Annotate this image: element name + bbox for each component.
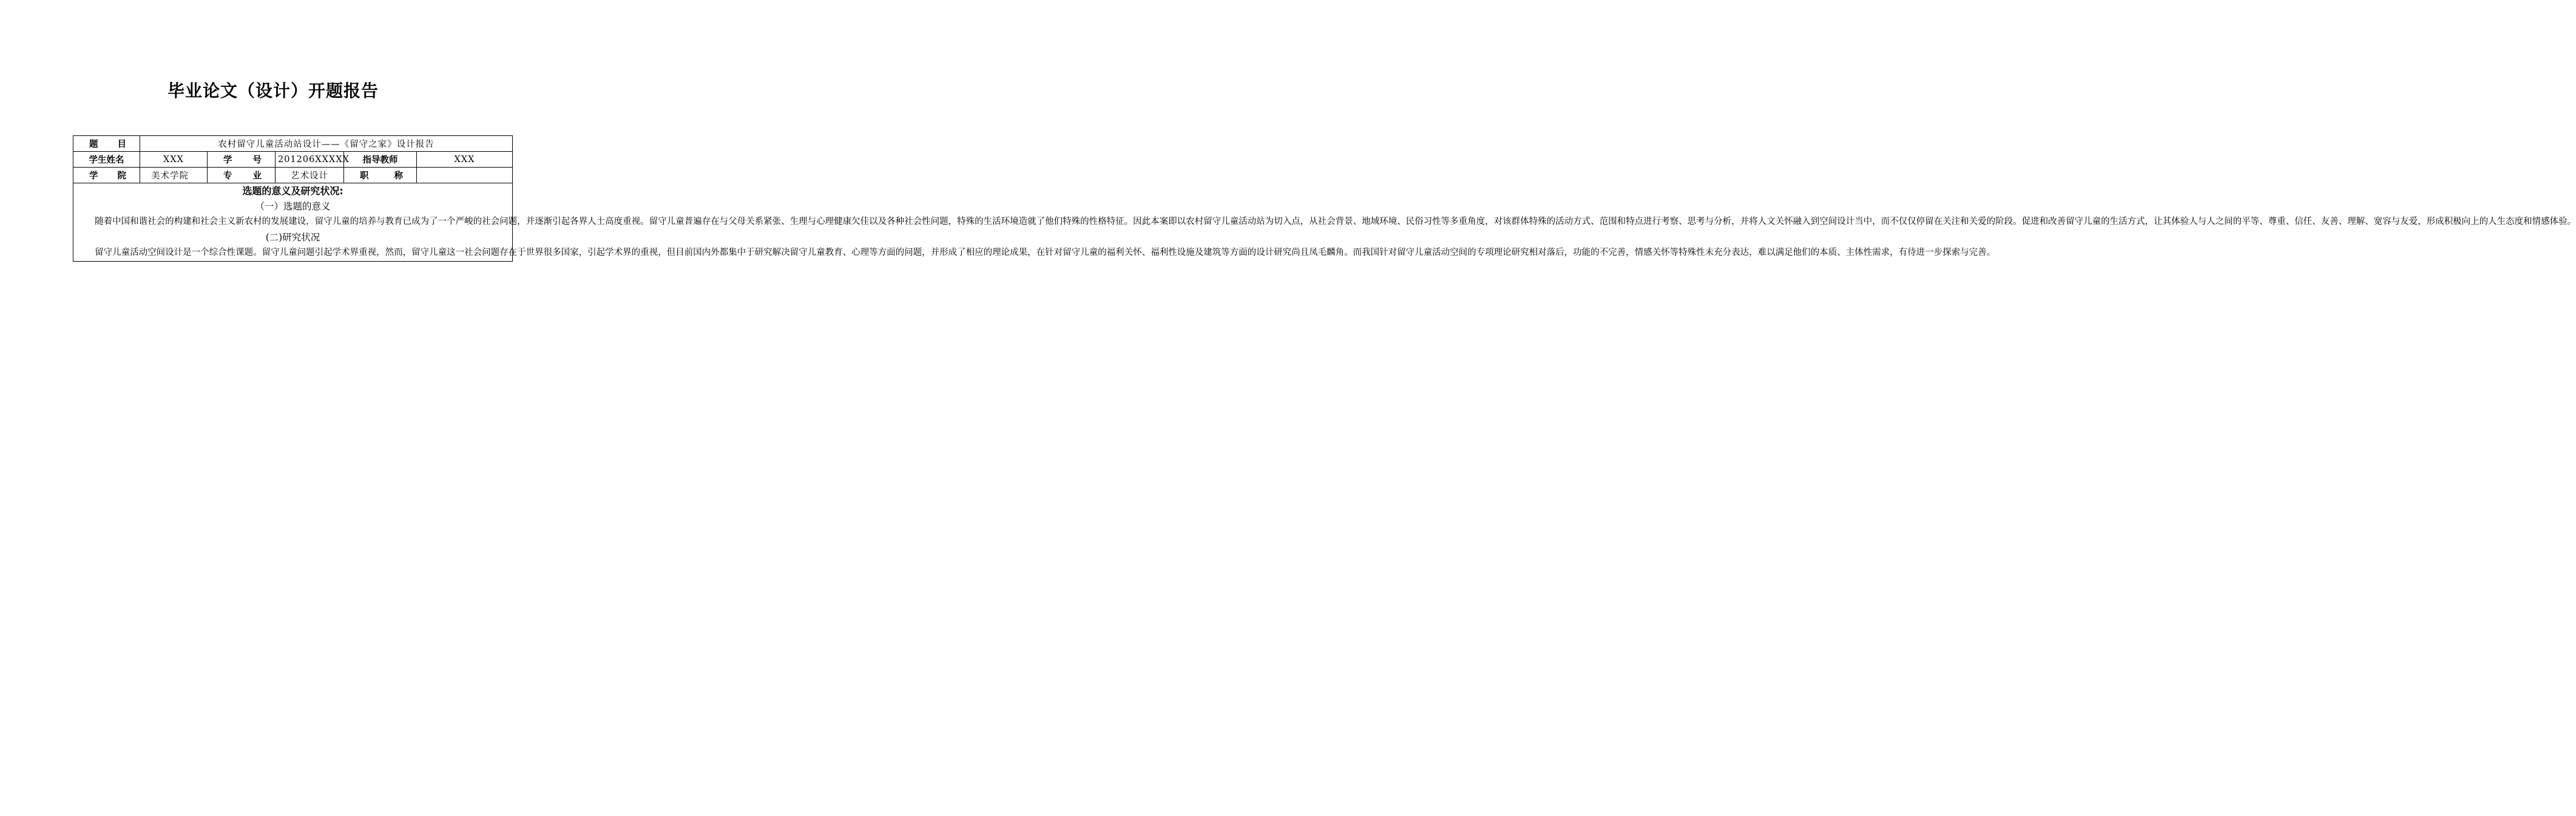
student-name-value: XXX [140,152,208,168]
subsection-significance-heading: （一）选题的意义 [255,200,331,212]
topic-value: 农村留守儿童活动站设计——《留守之家》设计报告 [140,136,513,152]
section-heading: 选题的意义及研究状况: [242,185,343,197]
significance-paragraph: 随着中国和谐社会的构建和社会主义新农村的发展建设，留守儿童的培养与教育已成为了一个严峻的社会问题，并逐渐引起各界人士高度重视。留守儿童普遍存在与父母关系紧张、生理与心理健康欠佳以及各种社会性问题，特殊的生活环境造就了他们特殊的性格特征。因此本案即以农村留守儿童活动站为切入点，从社会背景、地域环境、民俗习性等多重角度，对该群体特殊的活动方式、范围和特点进行考察、思考与分析，并将人文关怀融入到空间设计当中，而不仅仅停留在关注和关爱的阶段。促进和改善留守儿童的生活方式，让其体验人与人之间的平等、尊重、信任、友善、理解、宽容与友爱，形成积极向上的人生态度和情感体验。 [95,217,2576,227]
college-value: 美术学院 [140,168,208,183]
rank-label: 职 称 [344,168,417,183]
major-value: 艺术设计 [276,168,344,183]
content-cell [73,183,2576,262]
topic-row [73,136,513,152]
topic-label: 题 目 [73,136,140,152]
subsection-status-heading: (二)研究状况 [265,231,320,243]
student-row [73,152,513,168]
advisor-label: 指导教师 [344,152,417,168]
student-number-value: 201206XXXXX [276,152,344,168]
rank-value [417,168,513,183]
student-number-label: 学 号 [208,152,276,168]
advisor-value: XXX [417,152,513,168]
content-row [73,183,513,262]
proposal-form-table [73,135,2576,262]
college-row [73,168,513,183]
document-title: 毕业论文（设计）开题报告 [167,81,379,101]
college-label: 学 院 [73,168,140,183]
status-paragraph: 留守儿童活动空间设计是一个综合性课题。留守儿童问题引起学术界重视，然而，留守儿童这一社会问题存在于世界很多国家，引起学术界的重视，但目前国内外都集中于研究解决留守儿童教育、心理等方面的问题，并形成了相应的理论成果，在针对留守儿童的福利关怀、福利性设施及建筑等方面的设计研究尚且凤毛麟角。而我国针对留守儿童活动空间的专项理论研究相对落后，功能的不完善，情感关怀等特殊性未充分表达，难以满足他们的本质、主体性需求，有待进一步探索与完善。 [95,248,1996,258]
major-label: 专 业 [208,168,276,183]
student-name-label: 学生姓名 [73,152,140,168]
